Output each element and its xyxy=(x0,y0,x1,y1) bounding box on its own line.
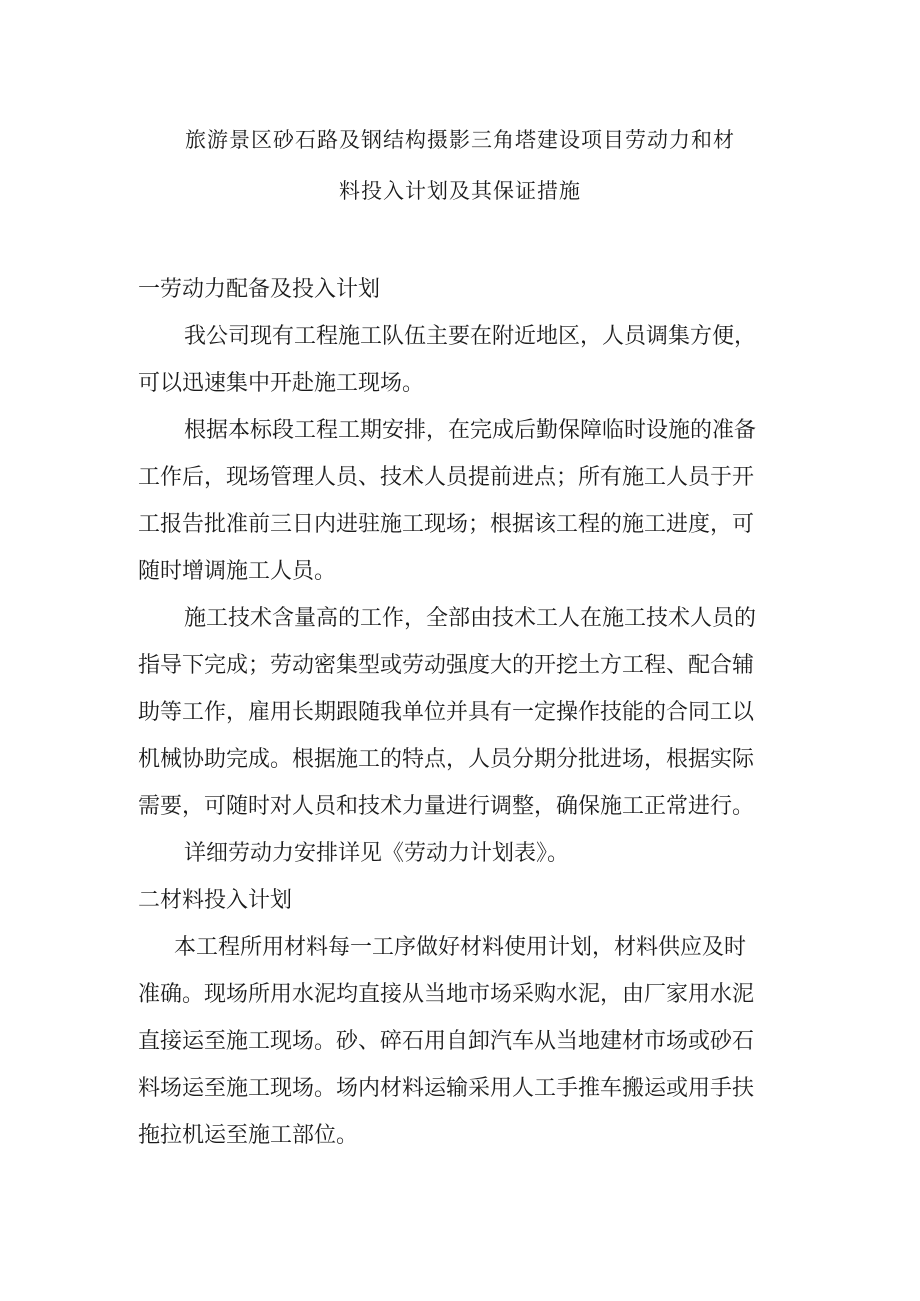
paragraph-line: 料场运至施工现场。场内材料运输采用人工手推车搬运或用手扶 xyxy=(138,1076,755,1101)
paragraph-line: 可以迅速集中开赴施工现场。 xyxy=(138,371,425,396)
paragraph-line: 拖拉机运至施工部位。 xyxy=(138,1123,359,1148)
paragraph-line: 我公司现有工程施工队伍主要在附近地区，人员调集方便， xyxy=(184,324,757,349)
paragraph-line: 施工技术含量高的工作，全部由技术工人在施工技术人员的 xyxy=(184,606,757,631)
paragraph-line: 直接运至施工现场。砂、碎石用自卸汽车从当地建材市场或砂石 xyxy=(138,1029,755,1054)
paragraph-line: 工作后，现场管理人员、技术人员提前进点；所有施工人员于开 xyxy=(138,465,755,490)
paragraph-line: 指导下完成；劳动密集型或劳动强度大的开挖土方工程、配合辅 xyxy=(138,653,755,678)
document-body xyxy=(138,266,798,1159)
paragraph-line: 根据本标段工程工期安排，在完成后勤保障临时设施的准备 xyxy=(184,418,757,443)
section-heading-materials: 二材料投入计划 xyxy=(138,888,293,913)
paragraph-line: 工报告批准前三日内进驻施工现场；根据该工程的施工进度，可 xyxy=(138,512,755,537)
document-title-line-2: 料投入计划及其保证措施 xyxy=(339,179,581,203)
paragraph-line: 准确。现场所用水泥均直接从当地市场采购水泥，由厂家用水泥 xyxy=(138,982,755,1007)
paragraph-line: 随时增调施工人员。 xyxy=(138,559,337,584)
paragraph-line: 需要，可随时对人员和技术力量进行调整，确保施工正常进行。 xyxy=(138,794,755,819)
paragraph-line: 助等工作，雇用长期跟随我单位并具有一定操作技能的合同工以 xyxy=(138,700,755,725)
section-heading-labor: 一劳动力配备及投入计划 xyxy=(138,277,381,302)
paragraph-line: 本工程所用材料每一工序做好材料使用计划，材料供应及时 xyxy=(174,935,747,960)
paragraph-line: 机械协助完成。根据施工的特点，人员分期分批进场，根据实际 xyxy=(138,747,755,772)
document-title-line-1: 旅游景区砂石路及钢结构摄影三角塔建设项目劳动力和材 xyxy=(185,128,735,152)
paragraph-line: 详细劳动力安排详见《劳动力计划表》。 xyxy=(184,841,570,866)
